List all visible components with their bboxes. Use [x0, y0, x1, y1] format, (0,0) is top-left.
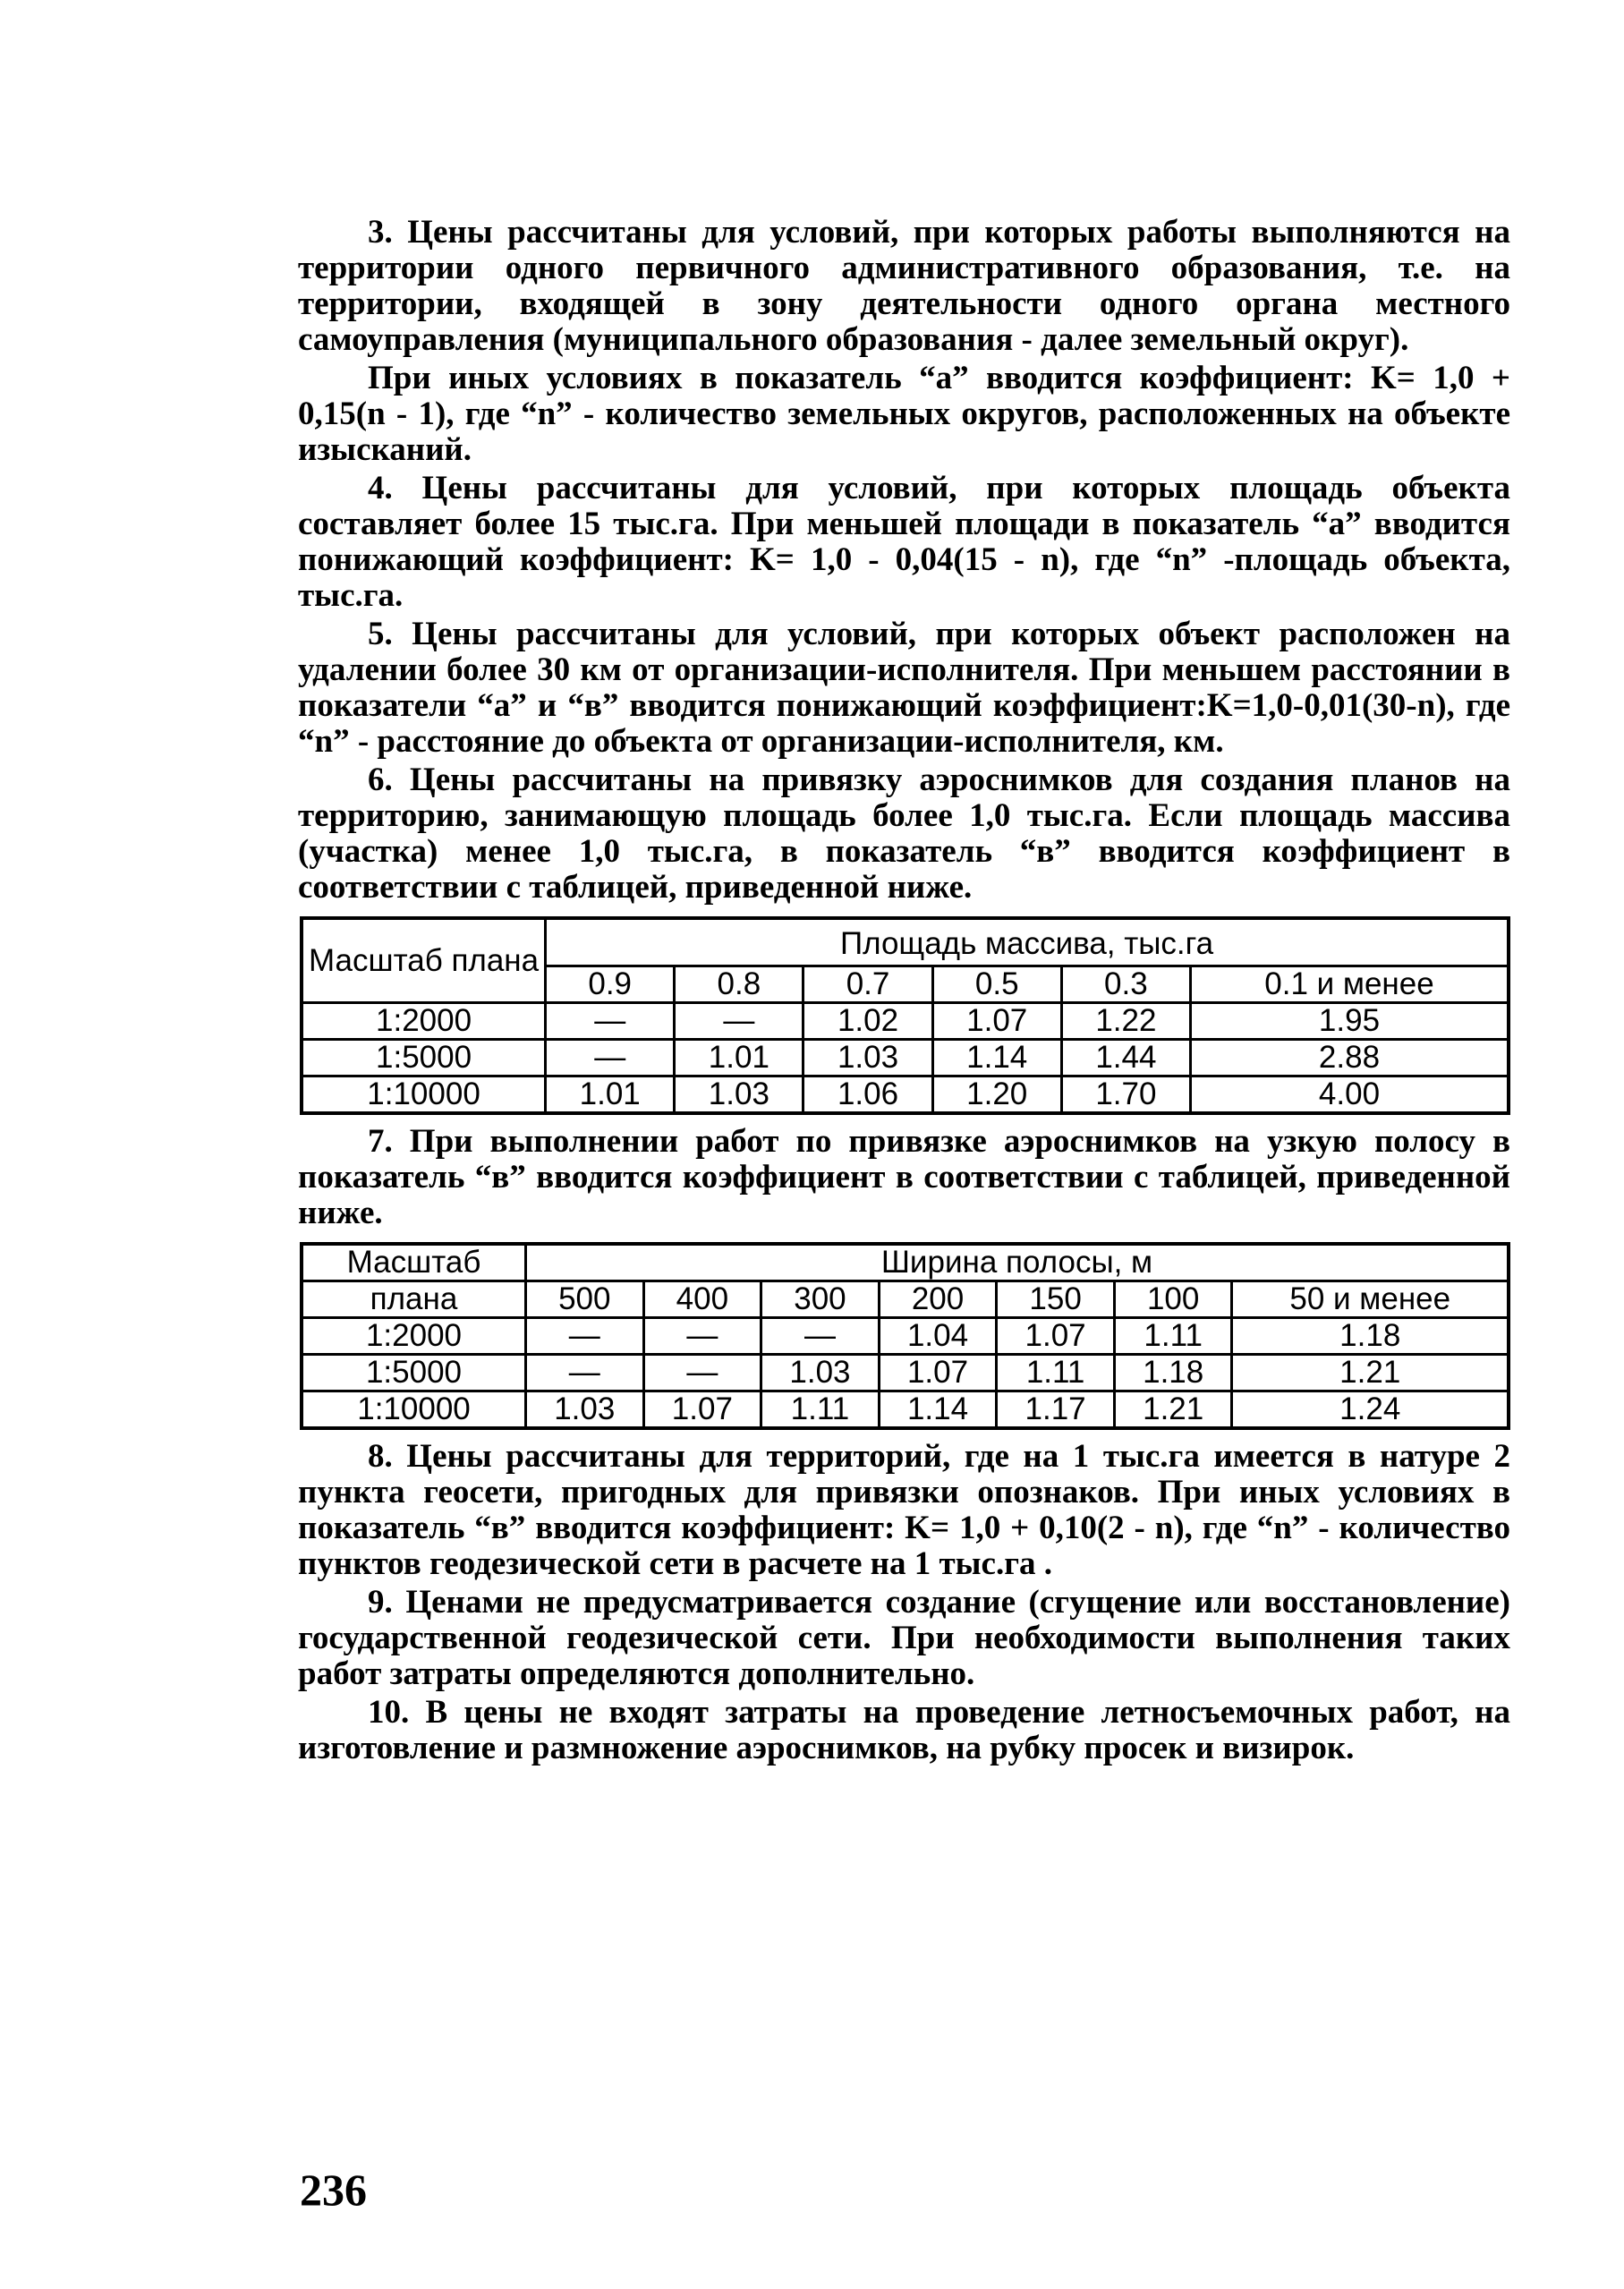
table-row — [302, 1076, 1509, 1114]
paragraph-3: 3. Цены рассчитаны для условий, при которых работы выполняются на территории одного первичного административного образования, т.е. на территории, входящей в зону деятельности одного органа местного самоуправления (муниципального образования - далее земельный округ). — [298, 214, 1510, 358]
body-text — [298, 215, 1510, 1769]
table-cell: — — [526, 1355, 644, 1391]
paragraph-10: 10. В цены не входят затраты на проведение летносъемочных работ, на изготовление и размножение аэроснимков, на рубку просек и визирок. — [298, 1694, 1510, 1766]
scale-header-line2: плана — [302, 1281, 526, 1318]
table-column-header-row — [302, 1281, 1509, 1318]
paragraph-3-note: При иных условиях в показатель “а” вводится коэффициент: K= 1,0 + 0,15(n - 1), где “n” - количество земельных округов, расположенных на объекте изысканий. — [298, 360, 1510, 468]
table-cell: 1.03 — [526, 1391, 644, 1429]
paragraph-4: 4. Цены рассчитаны для условий, при которых площадь объекта составляет более 15 тыс.га. При меньшей площади в показатель “а” вводится понижающий коэффициент: K= 1,0 - 0,04(15 - n), где “n” -площадь объекта, тыс.га. — [298, 470, 1510, 614]
column-header: 200 — [879, 1281, 997, 1318]
table-cell: 1.07 — [932, 1003, 1061, 1040]
table-cell: 1.01 — [546, 1076, 675, 1114]
scale-header-line1: Масштаб — [302, 1244, 526, 1281]
column-header: 0.7 — [803, 966, 932, 1003]
row-scale: 1:2000 — [302, 1318, 526, 1355]
area-coefficient-table — [300, 916, 1510, 1115]
table-cell: 1.06 — [803, 1076, 932, 1114]
table-cell: 1.44 — [1061, 1040, 1190, 1076]
paragraph-9: 9. Ценами не предусматривается создание (сгущение или восстановление) государственной геодезической сети. При необходимости выполнения таких работ затраты определяются дополнительно. — [298, 1584, 1510, 1692]
paragraph-6: 6. Цены рассчитаны на привязку аэроснимков для создания планов на территорию, занимающую площадь более 1,0 тыс.га. Если площадь массива (участка) менее 1,0 тыс.га, в показатель “в” вводится коэффициент в соответствии с таблицей, приведенной ниже. — [298, 762, 1510, 906]
column-header: 0.8 — [675, 966, 803, 1003]
table-cell: 1.21 — [1232, 1355, 1509, 1391]
table-cell: 1.14 — [932, 1040, 1061, 1076]
table-cell: 1.11 — [1114, 1318, 1232, 1355]
row-scale: 1:10000 — [302, 1076, 546, 1114]
row-scale: 1:10000 — [302, 1391, 526, 1429]
column-header: 0.1 и менее — [1190, 966, 1509, 1003]
table-cell: 1.07 — [879, 1355, 997, 1391]
page-number: 236 — [300, 2165, 367, 2215]
column-header: 0.5 — [932, 966, 1061, 1003]
table-cell: 1.24 — [1232, 1391, 1509, 1429]
table-cell: — — [761, 1318, 880, 1355]
paragraph-8: 8. Цены рассчитаны для территорий, где на 1 тыс.га имеется в натуре 2 пункта геосети, пригодных для привязки опознаков. При иных условиях в показатель “в” вводится коэффициент: K= 1,0 + 0,10(2 - n), где “n” - количество пунктов геодезической сети в расчете на 1 тыс.га . — [298, 1438, 1510, 1582]
table-cell: 1.70 — [1061, 1076, 1190, 1114]
table-cell: 1.11 — [997, 1355, 1115, 1391]
table-cell: 1.18 — [1232, 1318, 1509, 1355]
table-row — [302, 1003, 1509, 1040]
row-scale: 1:5000 — [302, 1040, 546, 1076]
table-cell: 1.20 — [932, 1076, 1061, 1114]
column-header: 500 — [526, 1281, 644, 1318]
width-group-header: Ширина полосы, м — [526, 1244, 1509, 1281]
table-row — [302, 1355, 1509, 1391]
table-cell: 1.14 — [879, 1391, 997, 1429]
table-cell: 1.11 — [761, 1391, 880, 1429]
column-header: 300 — [761, 1281, 880, 1318]
table-row — [302, 1391, 1509, 1429]
row-scale: 1:2000 — [302, 1003, 546, 1040]
paragraph-5: 5. Цены рассчитаны для условий, при которых объект расположен на удалении более 30 км от организации-исполнителя. При меньшем расстоянии в показатели “а” и “в” вводится понижающий коэффициент:K=1,0-0,01(30-n), где “n” - расстояние до объекта от организации-исполнителя, км. — [298, 616, 1510, 760]
column-header: 150 — [997, 1281, 1115, 1318]
row-scale: 1:5000 — [302, 1355, 526, 1391]
table-cell: — — [643, 1355, 761, 1391]
table-header-row — [302, 1244, 1509, 1281]
column-header: 100 — [1114, 1281, 1232, 1318]
table-cell: 4.00 — [1190, 1076, 1509, 1114]
table-cell: 1.04 — [879, 1318, 997, 1355]
table-cell: 1.03 — [675, 1076, 803, 1114]
column-header: 0.3 — [1061, 966, 1190, 1003]
table-cell: 1.03 — [761, 1355, 880, 1391]
table-cell: 1.21 — [1114, 1391, 1232, 1429]
table-row — [302, 1318, 1509, 1355]
table-cell: 1.07 — [997, 1318, 1115, 1355]
table-cell: 1.07 — [643, 1391, 761, 1429]
table-row — [302, 1040, 1509, 1076]
table-cell: — — [526, 1318, 644, 1355]
table-cell: 1.22 — [1061, 1003, 1190, 1040]
table-cell: 1.95 — [1190, 1003, 1509, 1040]
table-cell: 1.18 — [1114, 1355, 1232, 1391]
column-header: 0.9 — [546, 966, 675, 1003]
scale-header: Масштаб плана — [302, 918, 546, 1003]
strip-width-coefficient-table — [300, 1242, 1510, 1430]
table-cell: — — [546, 1003, 675, 1040]
table-cell: — — [675, 1003, 803, 1040]
column-header: 50 и менее — [1232, 1281, 1509, 1318]
column-header: 400 — [643, 1281, 761, 1318]
table-cell: — — [643, 1318, 761, 1355]
table-cell: 1.17 — [997, 1391, 1115, 1429]
table-cell: 1.03 — [803, 1040, 932, 1076]
table-cell: 1.02 — [803, 1003, 932, 1040]
paragraph-7: 7. При выполнении работ по привязке аэроснимков на узкую полосу в показатель “в” вводится коэффициент в соответствии с таблицей, приведенной ниже. — [298, 1123, 1510, 1231]
table-cell: — — [546, 1040, 675, 1076]
area-group-header: Площадь массива, тыс.га — [546, 918, 1509, 966]
table-header-row — [302, 918, 1509, 966]
table-cell: 2.88 — [1190, 1040, 1509, 1076]
table-cell: 1.01 — [675, 1040, 803, 1076]
